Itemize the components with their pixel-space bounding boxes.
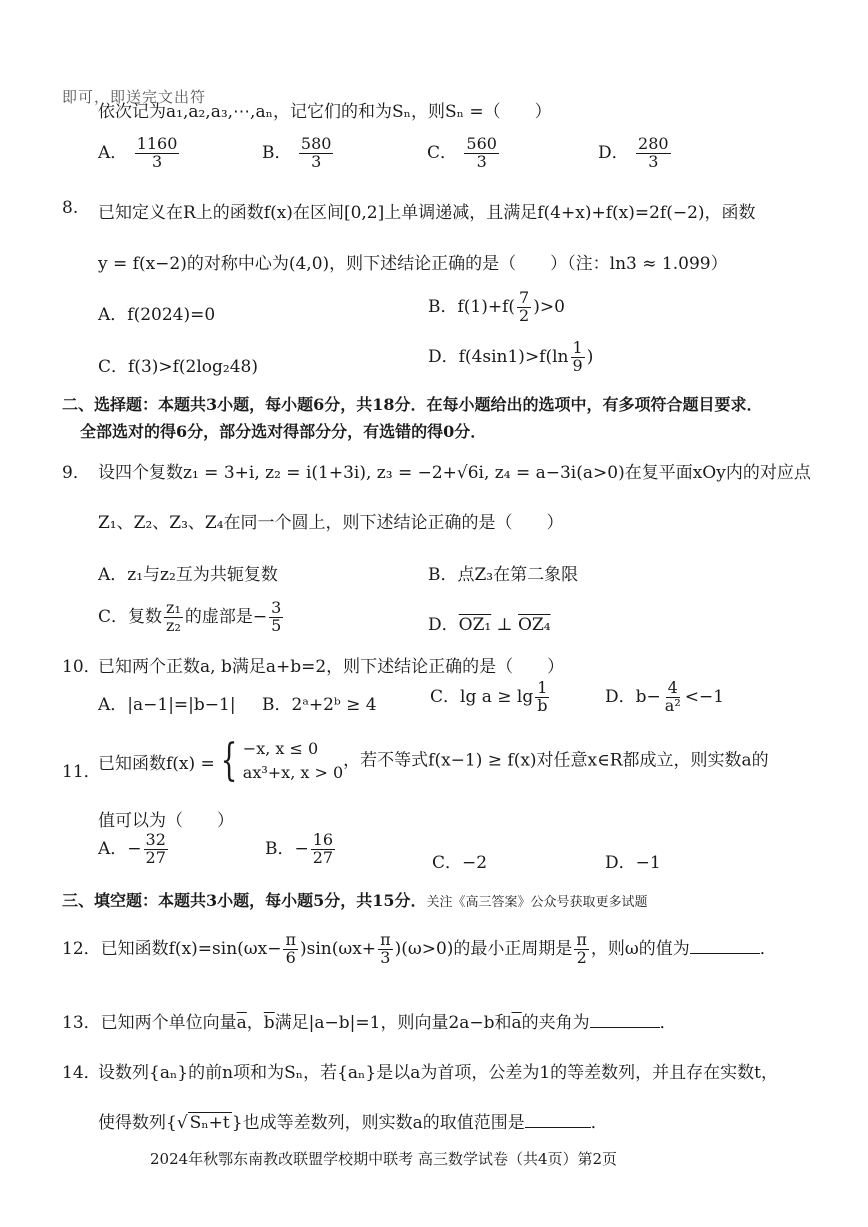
numerator: 1	[537, 678, 548, 697]
option-label: D．	[428, 615, 459, 635]
q8-option-a	[98, 300, 215, 325]
q10-option-b	[262, 690, 377, 715]
option-text: |a−1|=|b−1|	[127, 695, 236, 715]
numerator: z₁	[166, 598, 181, 617]
numerator: π	[285, 930, 296, 949]
option-label: A．	[98, 565, 128, 585]
q7-option-a	[98, 136, 181, 171]
numerator: 280	[638, 134, 669, 153]
vector: $\overline{a}$	[236, 1013, 247, 1033]
q13-text: 满足|a−b|=1，则向量2a−b和	[274, 1013, 512, 1033]
option-text: f(4sin1)>f(ln	[458, 346, 569, 367]
case-2: ax³+x, x > 0	[242, 763, 344, 782]
denominator: 2	[576, 947, 587, 967]
q9-number: 9．	[62, 463, 90, 483]
q14-line2: 使得数列{√ Sₙ+t }也成等差数列，则实数a的取值范围是 ．	[98, 1113, 608, 1133]
q12-text: 已知函数f(x)=sin(ωx−	[100, 938, 282, 959]
numerator: π	[576, 930, 587, 949]
q12-text: ，则ω的值为	[590, 938, 690, 959]
q8-option-b	[428, 290, 565, 325]
option-label: A．	[98, 695, 128, 715]
numerator: π	[380, 930, 391, 949]
q11-line2: 值可以为（ ）	[98, 811, 234, 831]
q9-option-d	[428, 610, 551, 635]
denominator: 3	[476, 151, 487, 171]
option-label: B．	[428, 565, 458, 585]
q12-end: ．	[759, 938, 777, 959]
option-text: <−1	[684, 686, 725, 707]
denominator: a²	[664, 695, 681, 715]
q14-number: 14．	[62, 1063, 101, 1083]
option-text: f(1)+f(	[457, 296, 516, 317]
denominator: 3	[151, 151, 163, 171]
q10-line1: 已知两个正数a, b满足a+b=2，则下述结论正确的是（ ）	[98, 657, 565, 677]
fraction	[464, 136, 499, 171]
cases	[243, 737, 343, 785]
option-text: )>0	[533, 296, 565, 317]
option-text: 点Z₃在第二象限	[457, 565, 579, 585]
option-text: f(2024)=0	[127, 305, 216, 325]
q13-line	[62, 1008, 677, 1033]
q8-number: 8.	[62, 198, 79, 218]
q8-line1: 已知定义在R上的函数f(x)在区间[0,2]上单调递减，且满足f(4+x)+f(x)=2f(−2)，函数	[98, 203, 756, 223]
q8-option-d	[428, 340, 593, 375]
q14-text: }也成等差数列，则实数a的取值范围是	[231, 1113, 525, 1133]
denominator: 9	[572, 355, 583, 375]
answer-blank[interactable]	[525, 1127, 591, 1128]
q13-text: 已知两个单位向量	[100, 1013, 237, 1033]
option-text: lg a ≥ lg	[460, 686, 534, 707]
option-text: 复数	[128, 606, 163, 627]
fraction	[269, 600, 283, 635]
case-1: −x, x ≤ 0	[242, 739, 319, 758]
fraction	[517, 290, 531, 325]
option-text: b−	[635, 686, 661, 707]
q7-option-b	[262, 136, 335, 171]
fraction	[378, 932, 393, 967]
option-text: −2	[462, 853, 488, 873]
fraction	[144, 832, 168, 867]
vector: $\overline{a}$	[511, 1013, 522, 1033]
perp-symbol: ⊥	[491, 615, 519, 635]
sign: −	[294, 838, 309, 859]
option-label: B．	[265, 838, 295, 859]
q10-option-c	[430, 680, 552, 715]
denominator: 27	[312, 847, 334, 867]
fraction	[571, 340, 585, 375]
sqrt-radicand: Sₙ+t	[189, 1113, 230, 1133]
q11-option-b	[265, 832, 337, 867]
q9-option-b	[428, 560, 578, 585]
section2-heading: 二、选择题：本题共3小题，每小题6分，共18分．在每小题给出的选项中，有多项符合题目要求．	[62, 395, 763, 414]
option-label: C．	[430, 686, 461, 707]
option-label: C．	[98, 357, 129, 377]
q9-option-c	[98, 600, 285, 635]
option-text: f(3)>f(2log₂48)	[128, 357, 259, 377]
option-label: A．	[98, 142, 128, 163]
q14-line1: 设数列{aₙ}的前n项和为Sₙ，若{aₙ}是以a为首项，公差为1的等差数列，并且存在实数t，	[98, 1063, 778, 1083]
vector: $\overline{b}$	[263, 1013, 275, 1033]
option-text: −1	[635, 853, 661, 873]
numerator: 3	[271, 598, 282, 617]
q13-text: ，	[246, 1013, 264, 1033]
numerator: 32	[145, 830, 166, 849]
option-label: A．	[98, 305, 128, 325]
vector: OZ₄	[518, 615, 551, 635]
fraction	[135, 136, 180, 171]
q12-text: )(ω>0)的最小正周期是	[394, 938, 573, 959]
fraction	[663, 680, 683, 715]
section3-title: 三、填空题：本题共3小题，每小题5分，共15分．	[62, 891, 427, 910]
option-label: D．	[428, 346, 459, 367]
vector: OZ₁	[458, 615, 492, 635]
option-text: )	[586, 346, 594, 367]
option-label: B．	[262, 695, 292, 715]
q12-line	[62, 932, 777, 967]
option-label: D．	[605, 686, 636, 707]
q13-end: ．	[659, 1013, 677, 1033]
numerator: 7	[519, 288, 530, 307]
option-label: C．	[427, 142, 458, 163]
q13-text: 的夹角为	[521, 1013, 590, 1033]
piecewise-definition	[98, 737, 343, 785]
numerator: 560	[466, 134, 497, 153]
answer-blank[interactable]	[690, 953, 760, 954]
q7-option-d	[598, 136, 673, 171]
fraction	[535, 680, 549, 715]
denominator: 3	[648, 151, 659, 171]
denominator: 27	[145, 847, 166, 867]
q12-number: 12．	[62, 938, 101, 959]
q14-end: ．	[590, 1113, 608, 1133]
option-text: 2ᵃ+2ᵇ ≥ 4	[291, 695, 377, 715]
numerator: 4	[667, 678, 678, 697]
q12-text: )sin(ωx+	[299, 938, 377, 959]
fraction	[283, 932, 298, 967]
option-text: z₁与z₂互为共轭复数	[127, 565, 278, 585]
option-label: D．	[598, 142, 629, 163]
q8-option-c	[98, 352, 258, 377]
numerator: 1160	[136, 134, 178, 153]
option-label: B．	[428, 296, 458, 317]
denominator: 2	[519, 305, 530, 325]
q10-number: 10．	[62, 657, 101, 677]
left-brace: {	[220, 735, 238, 786]
denominator: z₂	[166, 615, 181, 635]
q9-line2: Z₁、Z₂、Z₃、Z₄在同一个圆上，则下述结论正确的是（ ）	[98, 513, 564, 533]
header-stamp: 即可，即送完文出符	[62, 88, 207, 106]
denominator: b	[537, 695, 548, 715]
answer-blank[interactable]	[590, 1027, 660, 1028]
option-label: B．	[262, 142, 292, 163]
option-label: C．	[432, 853, 463, 873]
q11-option-a	[98, 832, 170, 867]
q11-number: 11．	[62, 762, 101, 782]
option-label: C．	[98, 606, 129, 627]
option-label: A．	[98, 838, 128, 859]
q10-option-a	[98, 690, 236, 715]
denominator: 6	[285, 947, 296, 967]
option-text: 的虚部是−	[184, 606, 268, 627]
q13-number: 13．	[62, 1013, 101, 1033]
section2-heading-cont: 全部选对的得6分，部分选对得部分分，有选错的得0分．	[80, 422, 487, 441]
section3-note: 关注《高三答案》公众号获取更多试题	[426, 895, 648, 910]
fraction	[311, 832, 335, 867]
function-lhs: 已知函数f(x) =	[98, 753, 215, 774]
sign: −	[127, 838, 142, 859]
q7-option-c	[427, 136, 501, 171]
q9-option-a	[98, 560, 278, 585]
fraction	[636, 136, 671, 171]
denominator: 3	[311, 151, 322, 171]
fraction	[164, 600, 183, 635]
option-label: D．	[605, 853, 636, 873]
q14-text: 使得数列{	[98, 1113, 177, 1133]
page-footer: 2024年秋鄂东南教改联盟学校期中联考 高三数学试卷（共4页）第2页	[150, 1150, 618, 1168]
fraction	[574, 932, 589, 967]
q7-line: 依次记为a₁,a₂,a₃,⋯,aₙ，记它们的和为Sₙ，则Sₙ =（ ）	[98, 102, 552, 122]
denominator: 3	[380, 947, 391, 967]
q11-condition: ，若不等式f(x−1) ≥ f(x)对任意x∈R都成立，则实数a的	[343, 750, 769, 771]
numerator: 1	[572, 338, 583, 357]
q11-option-d	[605, 848, 661, 873]
q9-line1: 设四个复数z₁ = 3+i, z₂ = i(1+3i), z₃ = −2+√6i, z₄ = a−3i(a>0)在复平面xOy内的对应点	[98, 463, 811, 483]
q11-option-c	[432, 848, 487, 873]
numerator: 580	[300, 134, 332, 153]
q8-line2: y = f(x−2)的对称中心为(4,0)，则下述结论正确的是（ ）（注：ln3 ≈ 1.099）	[98, 254, 728, 274]
q10-option-d	[605, 680, 724, 715]
numerator: 16	[312, 830, 334, 849]
denominator: 5	[271, 615, 282, 635]
section3-heading	[62, 888, 648, 911]
fraction	[299, 136, 334, 171]
q11-line1	[98, 737, 769, 785]
